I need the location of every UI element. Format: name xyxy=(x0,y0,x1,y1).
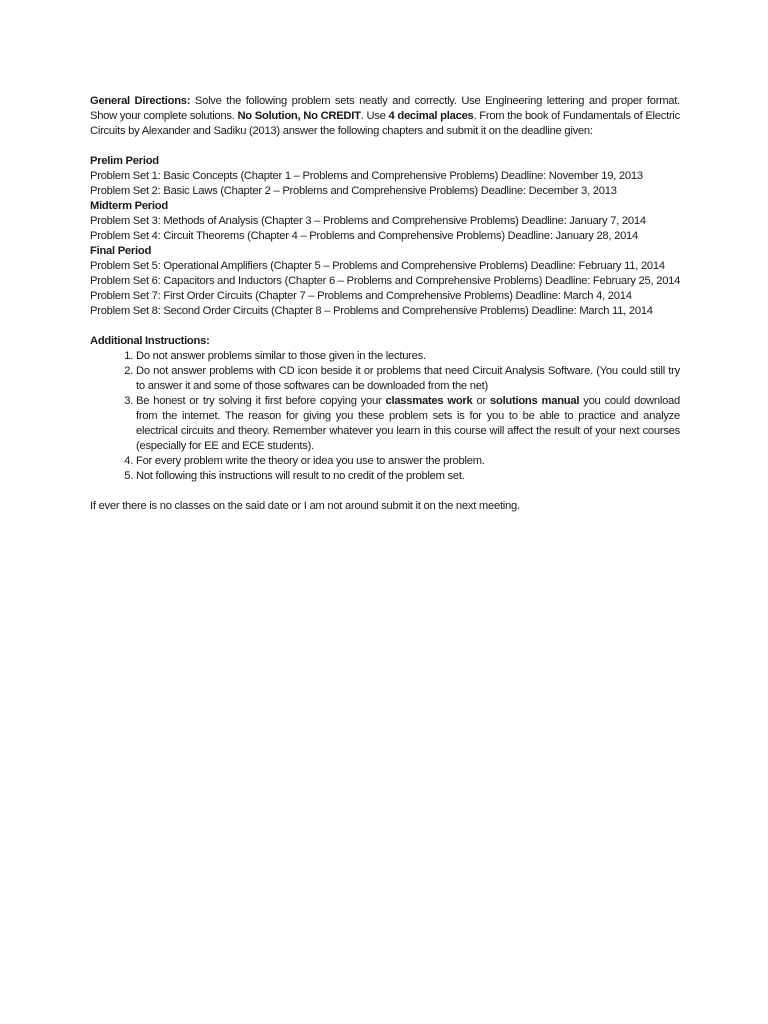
period-prelim xyxy=(90,154,680,199)
instruction-text: you could download from the internet. The reason for giving you these problem sets is for you to be able to practice and analyze electrical circuits and theory. Remember whatever you learn in this course will affect the result of your next courses (especially for EE and ECE students). xyxy=(136,395,680,452)
period-midterm xyxy=(90,199,680,244)
period-title: Prelim Period xyxy=(90,155,159,167)
document-content xyxy=(90,94,680,514)
additional-instructions-list xyxy=(90,349,680,484)
no-solution-no-credit: No Solution, No CREDIT xyxy=(237,110,361,122)
instruction-3 xyxy=(136,394,680,454)
additional-instructions-title: Additional Instructions: xyxy=(90,335,210,347)
problem-set-8: Problem Set 8: Second Order Circuits (Chapter 8 – Problems and Comprehensive Problems) Deadline: March 11, 2014 xyxy=(90,305,653,317)
period-title: Final Period xyxy=(90,245,152,257)
problem-set-4: Problem Set 4: Circuit Theorems (Chapter 4 – Problems and Comprehensive Problems) Deadline: January 28, 2014 xyxy=(90,230,638,242)
directions-text: Solve the following problem sets neatly and correctly. Use Engineering lettering and proper format. Show your complete solutions. xyxy=(90,95,680,122)
period-final xyxy=(90,244,680,319)
directions-text: . Use xyxy=(360,110,389,122)
decimal-places-note: 4 decimal places xyxy=(388,110,474,122)
instruction-5: 5. Not following this instructions will result to no credit of the problem set. xyxy=(136,469,680,484)
solutions-manual: solutions manual xyxy=(490,395,580,407)
problem-set-7: Problem Set 7: First Order Circuits (Chapter 7 – Problems and Comprehensive Problems) Deadline: March 4, 2014 xyxy=(90,290,632,302)
problem-set-2: Problem Set 2: Basic Laws (Chapter 2 – Problems and Comprehensive Problems) Deadline: December 3, 2013 xyxy=(90,185,617,197)
instruction-1: 1. Do not answer problems similar to those given in the lectures. xyxy=(136,349,680,364)
problem-set-3: Problem Set 3: Methods of Analysis (Chapter 3 – Problems and Comprehensive Problems) Deadline: January 7, 2014 xyxy=(90,215,646,227)
instruction-text: or xyxy=(472,395,491,407)
closing-note: If ever there is no classes on the said date or I am not around submit it on the next meeting. xyxy=(90,500,520,512)
general-directions xyxy=(90,94,680,139)
instruction-text: Be honest or try solving it first before copying your xyxy=(136,395,386,407)
classmates-work: classmates work xyxy=(385,395,473,407)
instruction-4: 4. For every problem write the theory or idea you use to answer the problem. xyxy=(136,454,680,469)
directions-text: . From the book of Fundamentals of Electric Circuits by Alexander and Sadiku (2013) answer the following chapters and submit it on the deadline given: xyxy=(90,110,680,137)
problem-set-6: Problem Set 6: Capacitors and Inductors (Chapter 6 – Problems and Comprehensive Problems) Deadline: February 25, 2014 xyxy=(90,275,681,287)
general-directions-label: General Directions: xyxy=(90,95,191,107)
problem-set-5: Problem Set 5: Operational Amplifiers (Chapter 5 – Problems and Comprehensive Problems) Deadline: February 11, 2014 xyxy=(90,260,665,272)
instruction-2: 2. Do not answer problems with CD icon beside it or problems that need Circuit Analysis Software. (You could still try to answer it and some of those softwares can be downloaded from the net) xyxy=(136,364,680,394)
period-title: Midterm Period xyxy=(90,200,168,212)
problem-set-1: Problem Set 1: Basic Concepts (Chapter 1 – Problems and Comprehensive Problems) Deadline: November 19, 2013 xyxy=(90,170,643,182)
